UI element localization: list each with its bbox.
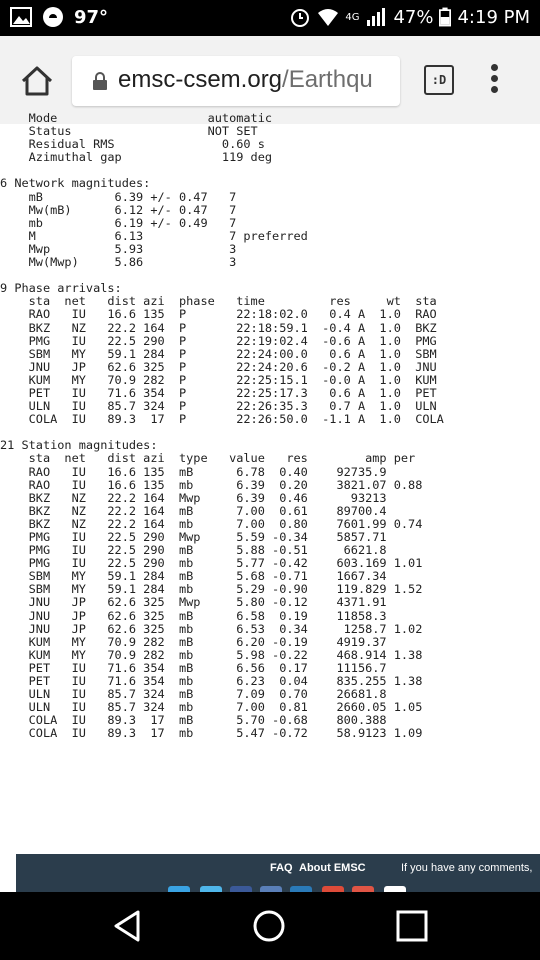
report-line: 21 Station magnitudes:: [0, 438, 158, 453]
report-line: JNU JP 62.6 325 mb 6.53 0.34 1258.7 1.02: [0, 621, 423, 636]
report-line: SBM MY 59.1 284 mb 5.29 -0.90 119.829 1.52: [0, 582, 423, 597]
report-line: ULN IU 85.7 324 mB 7.09 0.70 26681.8: [0, 687, 387, 702]
wifi-icon: [317, 6, 339, 28]
report-line: PMG IU 22.5 290 mb 5.77 -0.42 603.169 1.01: [0, 556, 423, 571]
faq-link[interactable]: FAQ: [270, 862, 293, 874]
report-line: Mode automatic: [0, 111, 273, 125]
report-line: mb 6.19 +/- 0.49 7: [0, 215, 237, 230]
url-path: /Earthqu: [282, 66, 373, 93]
report-line: 9 Phase arrivals:: [0, 281, 122, 296]
url-domain: emsc-csem.org: [118, 66, 283, 93]
report-line: JNU JP 62.6 325 Mwp 5.80 -0.12 4371.91: [0, 595, 387, 610]
report-line: mB 6.39 +/- 0.47 7: [0, 189, 237, 204]
report-line: BKZ NZ 22.2 164 mB 7.00 0.61 89700.4: [0, 503, 387, 518]
report-line: PET IU 71.6 354 P 22:25:17.3 0.6 A 1.0 PET: [0, 385, 437, 400]
network-type: 4G: [345, 11, 360, 23]
report-line: COLA IU 89.3 17 mB 5.70 -0.68 800.388: [0, 713, 387, 728]
url-text: [118, 66, 373, 94]
report-line: COLA IU 89.3 17 mb 5.47 -0.72 58.9123 1.09: [0, 726, 423, 741]
report-line: SBM MY 59.1 284 mB 5.68 -0.71 1667.34: [0, 569, 387, 584]
recents-icon[interactable]: [392, 906, 432, 946]
report-line: Mwp 5.93 3: [0, 241, 237, 256]
report-line: ULN IU 85.7 324 mb 7.00 0.81 2660.05 1.05: [0, 700, 423, 715]
report-line: Status NOT SET: [0, 124, 258, 139]
gallery-icon: [10, 6, 32, 28]
report-line: PMG IU 22.5 290 P 22:19:02.4 -0.6 A 1.0 PMG: [0, 333, 437, 348]
site-footer: [16, 854, 540, 892]
url-bar[interactable]: [72, 56, 400, 106]
report-line: Residual RMS 0.60 s: [0, 137, 265, 152]
report-line: PMG IU 22.5 290 Mwp 5.59 -0.34 5857.71: [0, 530, 387, 544]
alarm-icon: [289, 6, 311, 28]
lock-icon: [92, 71, 108, 91]
report-line: KUM MY 70.9 282 P 22:25:15.1 -0.0 A 1.0 KUM: [0, 372, 437, 387]
earthquake-report: [0, 112, 444, 741]
report-line: SBM MY 59.1 284 P 22:24:00.0 0.6 A 1.0 SBM: [0, 346, 437, 361]
report-line: BKZ NZ 22.2 164 Mwp 6.39 0.46 93213: [0, 490, 387, 505]
report-line: BKZ NZ 22.2 164 P 22:18:59.1 -0.4 A 1.0 BKZ: [0, 320, 437, 335]
about-link[interactable]: About EMSC: [299, 862, 366, 874]
footer-note: If you have any comments,: [401, 862, 533, 874]
temperature: 97°: [74, 6, 109, 28]
report-line: JNU JP 62.6 325 mB 6.58 0.19 11858.3: [0, 608, 387, 623]
report-line: RAO IU 16.6 135 mB 6.78 0.40 92735.9: [0, 464, 387, 479]
report-line: ULN IU 85.7 324 P 22:26:35.3 0.7 A 1.0 ULN: [0, 399, 437, 414]
clock: 4:19 PM: [457, 6, 530, 28]
battery-icon: [439, 6, 451, 28]
report-line: Azimuthal gap 119 deg: [0, 150, 273, 165]
navigation-bar: [0, 892, 540, 960]
page-content: [0, 111, 540, 892]
report-line: sta net dist azi phase time res wt sta: [0, 294, 437, 309]
report-line: 6 Network magnitudes:: [0, 176, 151, 191]
report-line: M 6.13 7 preferred: [0, 228, 308, 243]
report-line: PET IU 71.6 354 mb 6.23 0.04 835.255 1.38: [0, 674, 423, 689]
report-line: BKZ NZ 22.2 164 mb 7.00 0.80 7601.99 0.74: [0, 516, 423, 531]
report-line: KUM MY 70.9 282 mb 5.98 -0.22 468.914 1.38: [0, 647, 423, 662]
weather-icon: [42, 6, 64, 28]
home-icon[interactable]: [18, 62, 56, 100]
report-line: KUM MY 70.9 282 mB 6.20 -0.19 4919.37: [0, 634, 387, 649]
status-bar: [0, 0, 540, 36]
report-line: JNU JP 62.6 325 P 22:24:20.6 -0.2 A 1.0 JNU: [0, 359, 437, 374]
home-circle-icon[interactable]: [249, 906, 289, 946]
report-line: Mw(Mwp) 5.86 3: [0, 255, 237, 270]
signal-icon: [365, 6, 387, 28]
tab-switcher-button[interactable]: :D: [424, 65, 454, 95]
overflow-menu-icon[interactable]: [488, 64, 500, 96]
back-icon[interactable]: [108, 906, 148, 946]
report-line: Mw(mB) 6.12 +/- 0.47 7: [0, 202, 237, 217]
report-line: PMG IU 22.5 290 mB 5.88 -0.51 6621.8: [0, 543, 387, 558]
report-line: PET IU 71.6 354 mB 6.56 0.17 11156.7: [0, 660, 387, 675]
report-line: RAO IU 16.6 135 mb 6.39 0.20 3821.07 0.88: [0, 477, 423, 492]
report-line: sta net dist azi type value res amp per: [0, 451, 416, 466]
report-line: COLA IU 89.3 17 P 22:26:50.0 -1.1 A 1.0 COLA: [0, 412, 444, 427]
battery-percent: 47%: [393, 6, 434, 28]
report-line: RAO IU 16.6 135 P 22:18:02.0 0.4 A 1.0 RAO: [0, 307, 437, 322]
